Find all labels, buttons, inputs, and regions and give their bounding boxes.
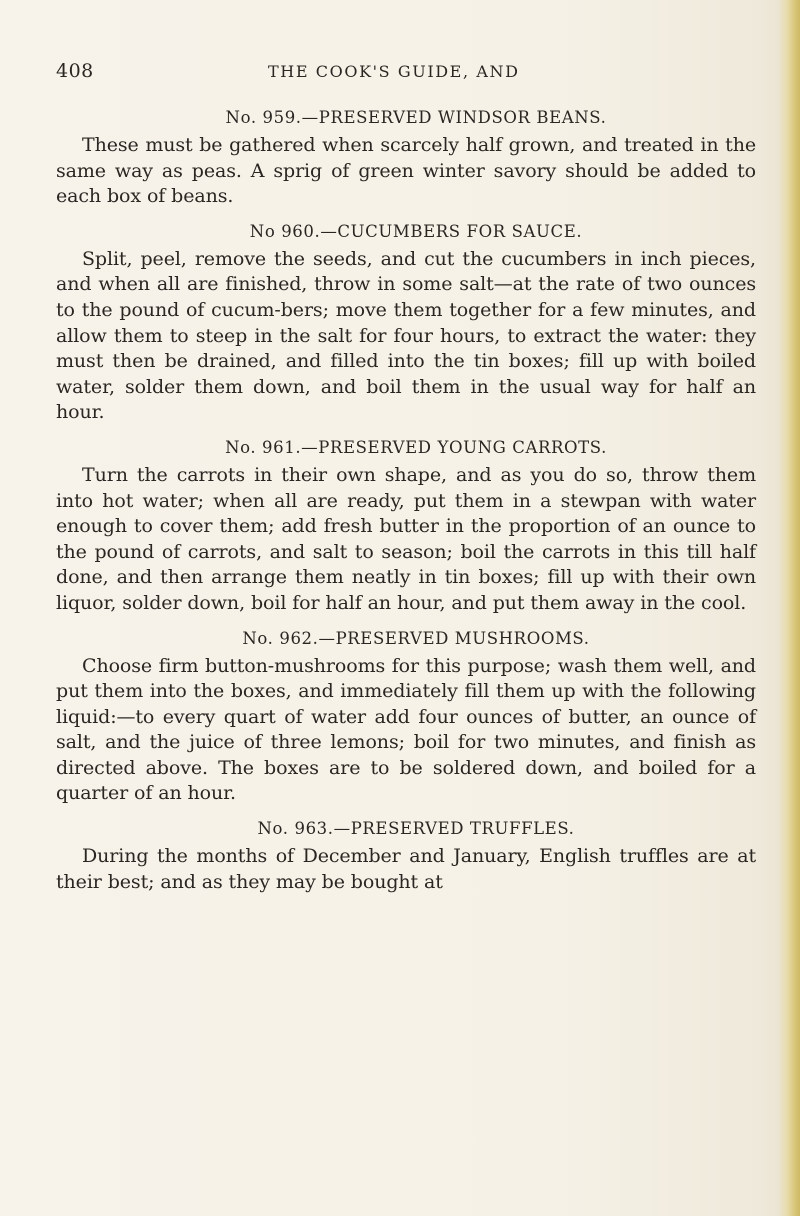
recipe-title: No 960.—CUCUMBERS FOR SAUCE. <box>249 221 583 241</box>
recipe-text: Choose firm button-mushrooms for this purpose; wash them well, and put them into the boxes, and immediately fill them up with the following liquid:—to every quart of water add four ounces of butter, an ounce of salt, and the juice of three lemons; boil for two minutes, and finish as directed above. The boxes are to be soldered down, and boiled for a quarter of an hour. <box>56 654 756 805</box>
recipe-text: Split, peel, remove the seeds, and cut the cucumbers in inch pieces, and when all are finished, throw in some salt—at the rate of two ounces to the pound of cucum-bers; move them together for a few minutes, and allow them to steep in the salt for four hours, to extract the water: they must then be drained, and filled into the tin boxes; fill up with boiled water, solder them down, and boil them in the usual way for half an hour. <box>56 247 756 424</box>
recipe-963 <box>56 819 756 895</box>
recipe-959 <box>56 108 756 210</box>
recipe-text: Turn the carrots in their own shape, and as you do so, throw them into hot water; when all are ready, put them in a stewpan with water enough to cover them; add fresh butter in the proportion of an ounce to the pound of carrots, and salt to season; boil the carrots in this till half done, and then arrange them neatly in tin boxes; fill up with their own liquor, solder down, boil for half an hour, and put them away in the cool. <box>56 463 756 614</box>
page-edge <box>778 0 800 1216</box>
recipe-title: No. 959.—PRESERVED WINDSOR BEANS. <box>225 108 607 127</box>
page-content <box>56 108 756 907</box>
recipe-960 <box>56 222 756 426</box>
recipe-962 <box>56 629 756 808</box>
recipe-text: During the months of December and January, English truffles are at their best; and as they may be bought at <box>56 845 756 893</box>
page-number: 408 <box>56 60 94 82</box>
running-head: THE COOK'S GUIDE, AND <box>268 62 520 81</box>
recipe-text: These must be gathered when scarcely half grown, and treated in the same way as peas. A sprig of green winter savory should be added to each box of beans. <box>56 134 756 208</box>
recipe-title: No. 962.—PRESERVED MUSHROOMS. <box>242 628 590 648</box>
recipe-title: No. 963.—PRESERVED TRUFFLES. <box>257 819 575 839</box>
recipe-961 <box>56 438 756 617</box>
page-header <box>56 60 756 90</box>
recipe-title: No. 961.—PRESERVED YOUNG CARROTS. <box>225 437 607 457</box>
